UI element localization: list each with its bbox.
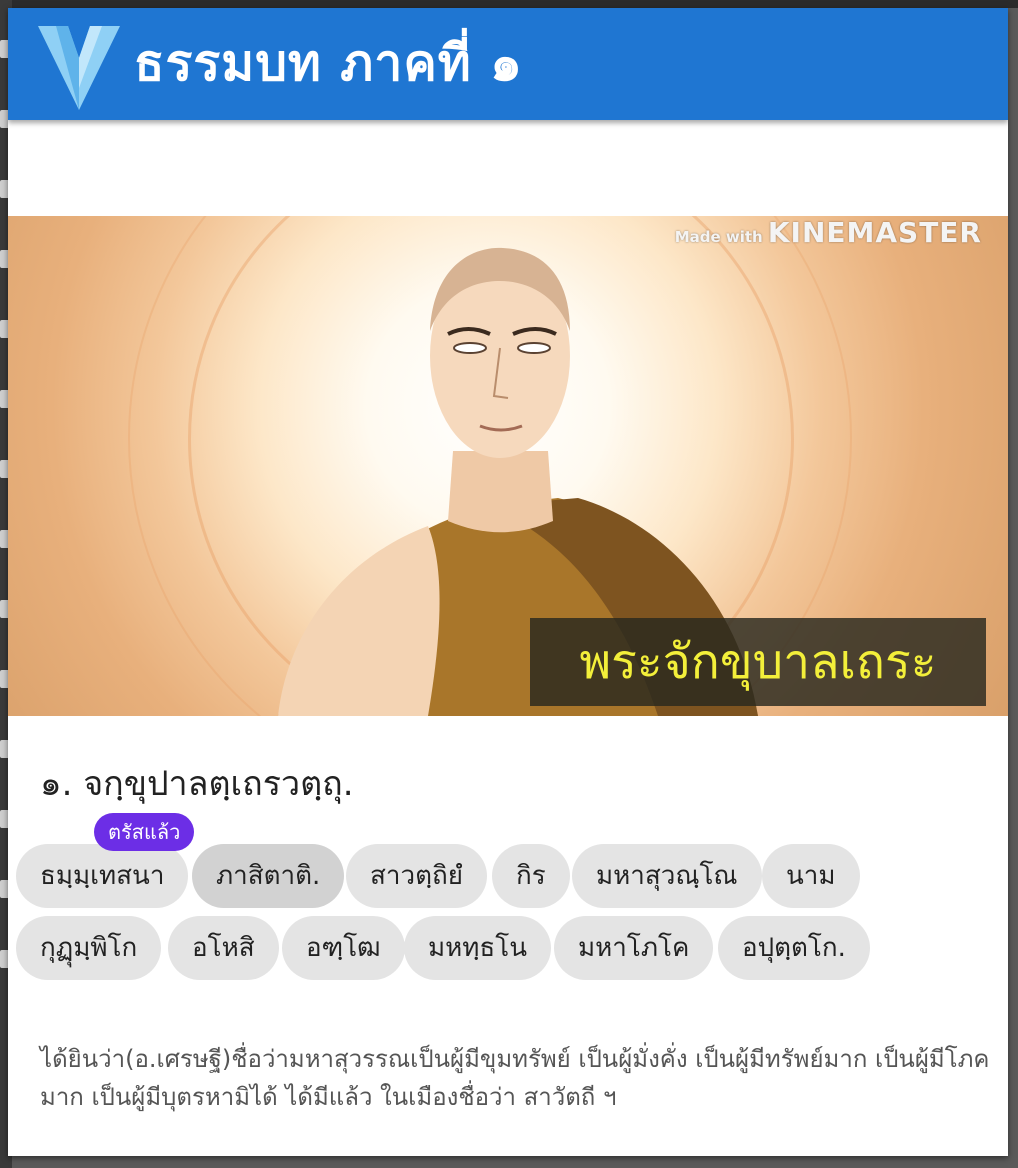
- app-logo-icon: [38, 18, 120, 110]
- word-chip[interactable]: มหทฺธโน: [404, 916, 551, 980]
- word-chip[interactable]: สาวตฺถิยํ: [346, 844, 487, 908]
- window-top-edge: [0, 0, 1018, 8]
- word-chip[interactable]: นาม: [762, 844, 860, 908]
- word-chip[interactable]: อฑฺโฒ: [282, 916, 405, 980]
- word-chip-active[interactable]: ภาสิตาติ.: [192, 844, 344, 908]
- word-chip[interactable]: อโหสิ: [168, 916, 279, 980]
- translation-text: ได้ยินว่า(อ.เศรษฐี)ชื่อว่ามหาสุวรรณเป็นผู้มีขุมทรัพย์ เป็นผู้มั่งคั่ง เป็นผู้มีทรัพย์มาก เป็นผู้มีโภคมาก เป็นผู้มีบุตรหามิได้ ได้มีแล้ว ในเมืองชื่อว่า สาวัตถี ฯ: [40, 1045, 990, 1111]
- word-chip[interactable]: มหาโภโค: [554, 916, 713, 980]
- video-thumbnail[interactable]: [8, 216, 1008, 716]
- video-caption-box: [530, 618, 986, 706]
- entry-title: ๑. จกฺขุปาลตฺเถรวตฺถุ.: [40, 764, 354, 804]
- word-chip[interactable]: กุฏุมฺพิโก: [16, 916, 161, 980]
- app-title: ธรรมบท ภาคที่ ๑: [134, 34, 523, 92]
- word-translation-badge: ตรัสแล้ว: [94, 813, 194, 851]
- word-chip[interactable]: ธมฺมฺเทสนา: [16, 844, 188, 908]
- app-header: [8, 8, 1008, 120]
- watermark-prefix: Made with: [674, 228, 763, 246]
- word-chip[interactable]: กิร: [492, 844, 570, 908]
- video-watermark: [675, 216, 982, 249]
- word-chip[interactable]: มหาสุวณฺโณ: [572, 844, 762, 908]
- watermark-brand: KINEMASTER: [767, 216, 982, 249]
- video-caption: พระจักขุบาลเถระ: [579, 634, 937, 690]
- word-chip[interactable]: อปุตฺตโก.: [718, 916, 870, 980]
- dialog-card: [8, 8, 1008, 1156]
